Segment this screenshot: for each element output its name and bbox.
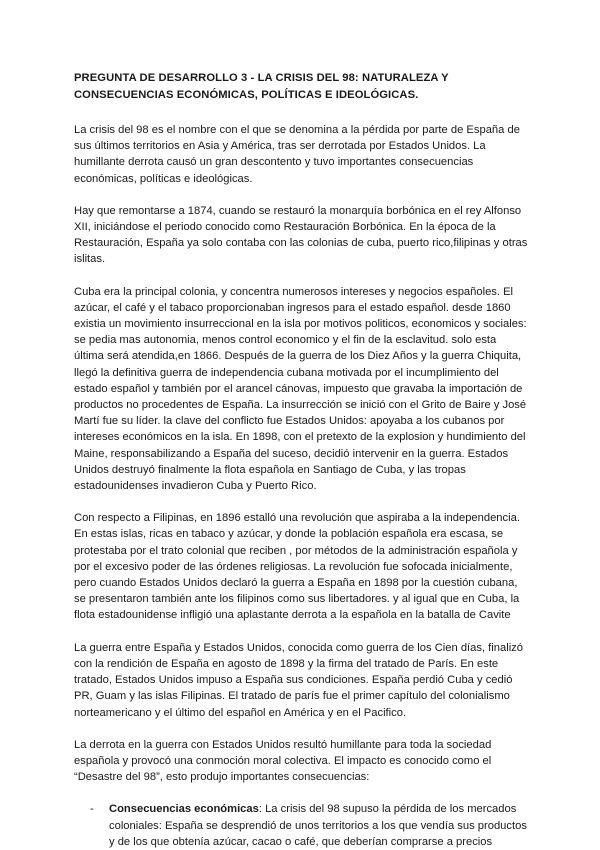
paragraph-desastre: La derrota en la guerra con Estados Unidos resultó humillante para toda la sociedad española y provocó una conmoción moral colectiva. El impacto es conocido como el “Desastre del 98”, esto produjo importantes consecuencias: <box>74 738 492 784</box>
bullet-text: : La crisis del 98 supuso la pérdida de los mercados coloniales: España se desprendió de unos territorios a los que vendía sus productos y de los que obtenía azúcar, cacao o café, que deberían comprarse a precios <box>109 803 527 848</box>
paragraph-cuba: Cuba era la principal colonia, y concentra numerosos intereses y negocios españoles. El azúcar, el café y el tabaco proporcionaban ingresos para el estado español. desde 1860 existia un movimiento insurreccional en la isla por motivos politicos, economicos y sociales: se pedia mas autonomia, menos control economico y el fin de la esclavitud. solo esta última será atendida,en 1866. Después de la guerra de los Diez Años y la guerra Chiquita, llegó la definitiva guerra de independencia cubana motivada por el incumplimiento del estado español y también por el arancel cánovas, impuesto que gravaba la importación de productos no procedentes de España. La insurrección se inició con el Grito de Baire y José Martí fue su líder. la clave del conflicto fue Estados Unidos: apoyaba a los cubanos por intereses económicos en la isla. En 1898, con el pretexto de la explosion y hundimiento del Maine, responsabilizando a España del suceso, decidió intervenir en la guerra. Estados Unidos destruyó finalmente la flota española en Santiago de Cuba, y las tropas estadounidenses invadieron Cuba y Puerto Rico. <box>74 285 527 493</box>
bullet-marker: - <box>90 803 94 816</box>
bullet-term: Consecuencias económicas <box>109 803 259 816</box>
paragraph-guerra: La guerra entre España y Estados Unidos, conocida como guerra de los Cien días, finalizó con la rendición de España en agosto de 1898 y la firma del tratado de París. En este tratado, Estados Unidos impuso a España sus condiciones. España perdió Cuba y cedió PR, Guam y las islas Filipinas. El tratado de parís fue el primer capítulo del colonialismo norteamericano y el último del español en América y en el Pacifico. <box>74 641 524 719</box>
document-page <box>74 70 528 850</box>
paragraph-restauracion: Hay que remontarse a 1874, cuando se restauró la monarquía borbónica en el rey Alfonso XII, iniciándose el periodo conocido como Restauración Borbónica. En la época de la Restauración, España ya solo contaba con las colonias de cuba, puerto rico,filipinas y otras islitas. <box>74 204 528 266</box>
paragraph-filipinas: Con respecto a Filipinas, en 1896 estalló una revolución que aspiraba a la independencia. En estas islas, ricas en tabaco y azúcar, y donde la población española era escasa, se protestaba por el trato colonial que reciben , por métodos de la administración española y por el excesivo poder de las órdenes religiosas. La revolución fue sofocada inicialmente, pero cuando Estados Unidos declaró la guerra a España en 1898 por la cuestión cubana, se presentaron también ante los filipinos como sus libertadores. y al igual que en Cuba, la flota estadounidense infligió una aplastante derrota a la española en la batalla de Cavite <box>74 512 520 622</box>
document-title: PREGUNTA DE DESARROLLO 3 - LA CRISIS DEL 98: NATURALEZA Y CONSECUENCIAS ECONÓMICAS, POLÍTICAS E IDEOLÓGICAS. <box>74 72 449 101</box>
paragraph-intro: La crisis del 98 es el nombre con el que se denomina a la pérdida por parte de España de sus últimos territorios en Asia y América, tras ser derrotada por Estados Unidos. La humillante derrota causó un gran descontento y tuvo importantes consecuencias económicas, políticas e ideológicas. <box>74 124 520 185</box>
list-item <box>90 801 528 850</box>
